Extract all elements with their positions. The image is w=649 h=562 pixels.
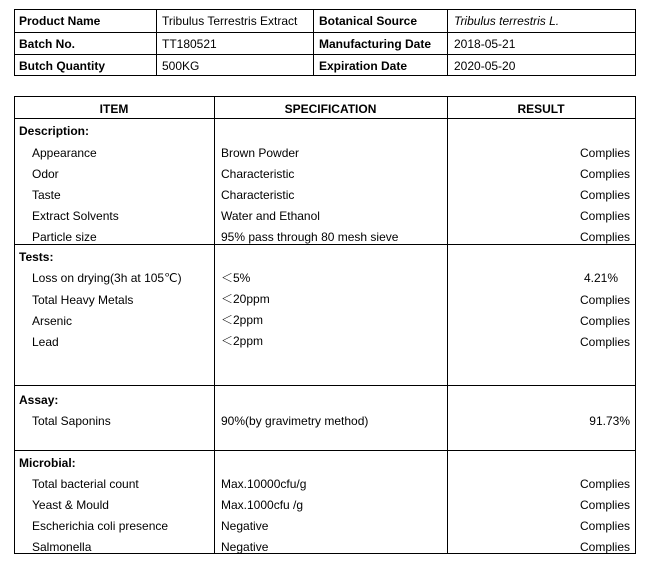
spec-odor: Characteristic	[221, 167, 295, 181]
result-total-heavy-metals: Complies	[579, 293, 630, 307]
item-total-bacterial-count: Total bacterial count	[32, 477, 139, 491]
item-odor: Odor	[32, 167, 59, 181]
batch-no-value: TT180521	[162, 37, 217, 51]
result-escherichia-coli: Complies	[579, 519, 630, 533]
item-salmonella: Salmonella	[32, 540, 92, 554]
result-total-saponins: 91.73%	[589, 414, 630, 428]
result-lead: Complies	[579, 335, 630, 349]
result-total-bacterial-count: Complies	[579, 477, 630, 491]
spec-yeast-mould: Max.1000cfu /g	[221, 498, 304, 512]
item-lead: Lead	[32, 335, 59, 349]
batch-quantity-label: Butch Quantity	[19, 59, 105, 73]
spec-loss-on-drying: ＜5%	[221, 271, 251, 285]
result-loss-on-drying: 4.21%	[583, 271, 618, 285]
spec-extract-solvents: Water and Ethanol	[221, 209, 320, 223]
expiration-date-value: 2020-05-20	[454, 59, 516, 73]
spec-arsenic: ＜2ppm	[221, 313, 264, 327]
batch-no-label: Batch No.	[19, 37, 76, 51]
expiration-date-label: Expiration Date	[319, 59, 408, 73]
item-escherichia-coli: Escherichia coli presence	[32, 519, 169, 533]
section-title-tests: Tests:	[19, 250, 54, 264]
spec-particle-size: 95% pass through 80 mesh sieve	[221, 230, 399, 244]
item-particle-size: Particle size	[32, 230, 97, 244]
spec-taste: Characteristic	[221, 188, 295, 202]
section-title-assay: Assay:	[19, 393, 59, 407]
spec-lead: ＜2ppm	[221, 334, 264, 348]
manufacturing-date-value: 2018-05-21	[454, 37, 516, 51]
botanical-source-label: Botanical Source	[319, 14, 418, 28]
spec-appearance: Brown Powder	[221, 146, 300, 160]
column-header-specification: SPECIFICATION	[284, 102, 377, 116]
result-odor: Complies	[579, 167, 630, 181]
section-title-description: Description:	[19, 124, 90, 138]
result-particle-size: Complies	[579, 230, 630, 244]
item-appearance: Appearance	[32, 146, 97, 160]
manufacturing-date-label: Manufacturing Date	[319, 37, 432, 51]
product-name-label: Product Name	[19, 14, 101, 28]
section-title-microbial: Microbial:	[19, 456, 76, 470]
spec-salmonella: Negative	[221, 540, 269, 554]
item-total-heavy-metals: Total Heavy Metals	[32, 293, 134, 307]
item-yeast-mould: Yeast & Mould	[32, 498, 109, 512]
result-appearance: Complies	[579, 146, 630, 160]
item-arsenic: Arsenic	[32, 314, 73, 328]
item-taste: Taste	[32, 188, 61, 202]
column-header-item: ITEM	[99, 102, 129, 116]
result-taste: Complies	[579, 188, 630, 202]
spec-total-saponins: 90%(by gravimetry method)	[221, 414, 369, 428]
product-name-value: Tribulus Terrestris Extract	[162, 14, 298, 28]
result-salmonella: Complies	[579, 540, 630, 554]
spec-total-bacterial-count: Max.10000cfu/g	[221, 477, 307, 491]
item-extract-solvents: Extract Solvents	[32, 209, 119, 223]
result-yeast-mould: Complies	[579, 498, 630, 512]
botanical-source-value: Tribulus terrestris L.	[454, 14, 560, 28]
result-arsenic: Complies	[579, 314, 630, 328]
item-loss-on-drying: Loss on drying(3h at 105℃)	[32, 271, 182, 285]
item-total-saponins: Total Saponins	[32, 414, 111, 428]
column-header-result: RESULT	[517, 102, 565, 116]
spec-escherichia-coli: Negative	[221, 519, 269, 533]
spec-total-heavy-metals: ＜20ppm	[221, 292, 270, 306]
result-extract-solvents: Complies	[579, 209, 630, 223]
batch-quantity-value: 500KG	[162, 59, 200, 73]
